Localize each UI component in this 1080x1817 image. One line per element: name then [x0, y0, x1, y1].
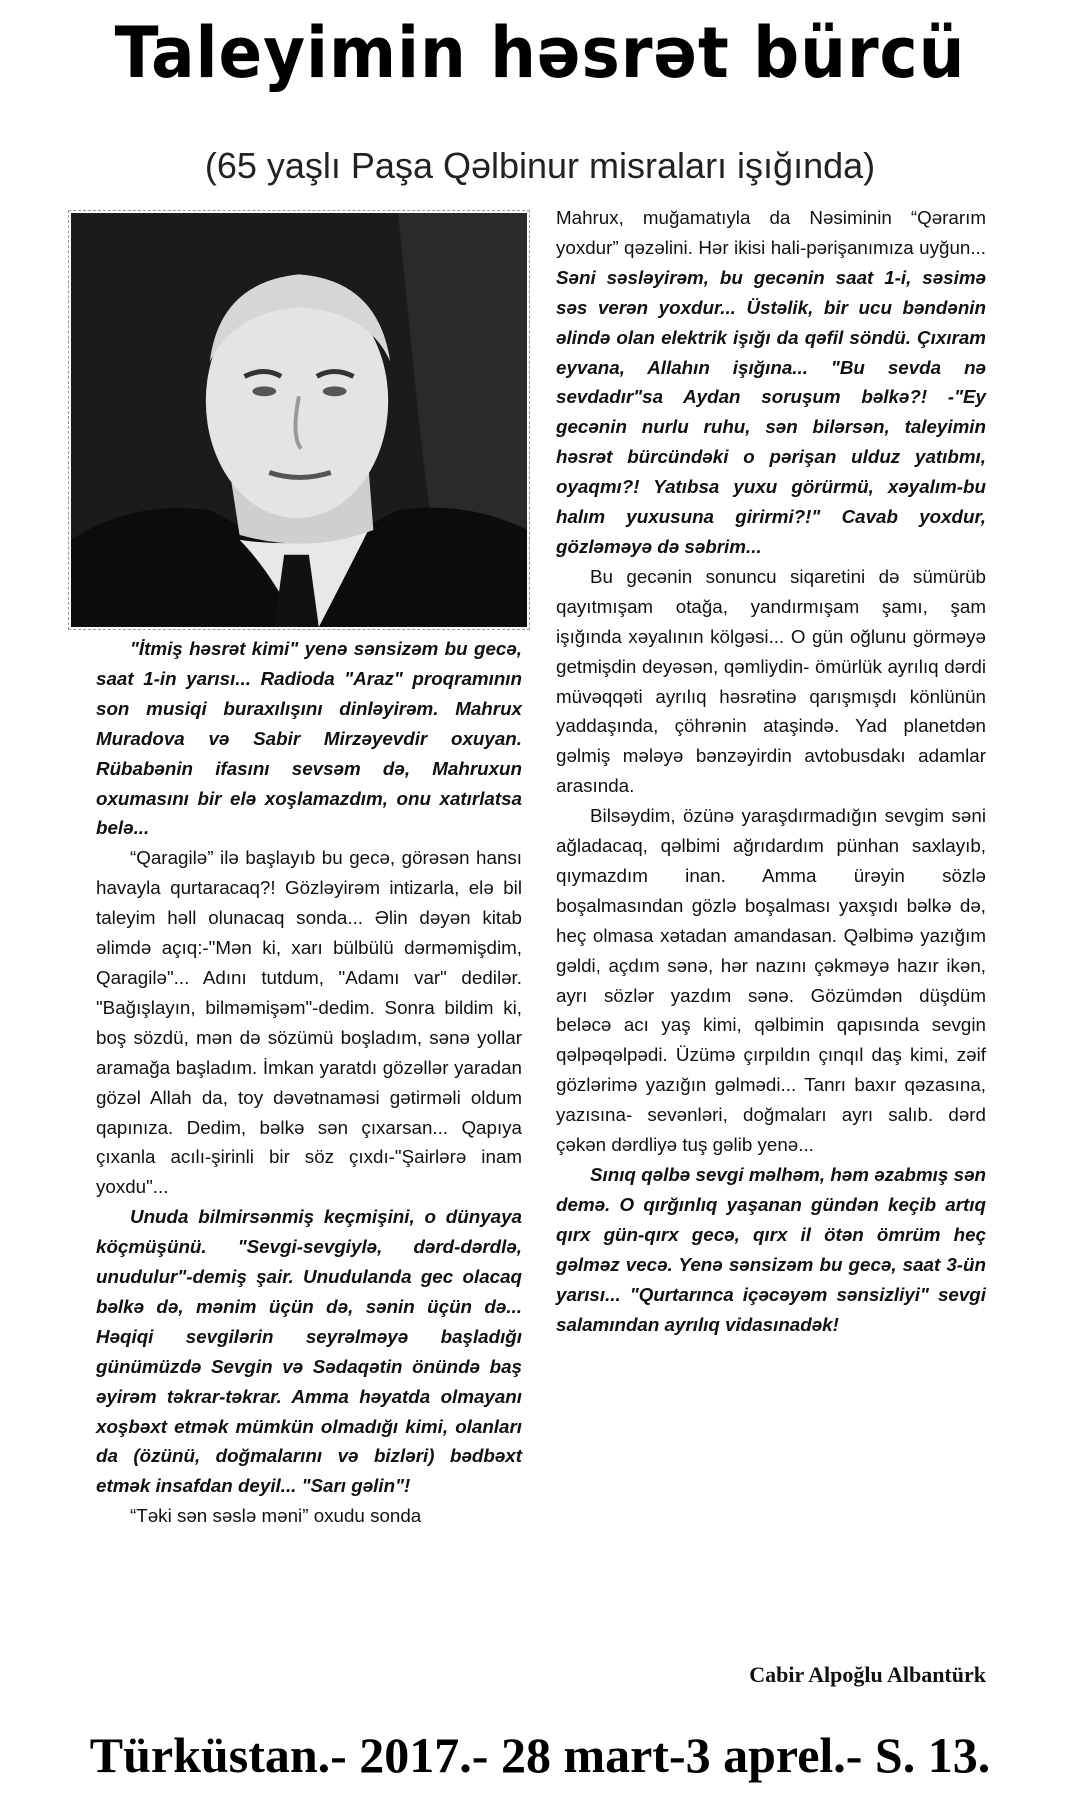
right-column	[556, 203, 986, 1339]
right-paragraph-1-plain: Mahrux, muğamatıyla da Nəsiminin “Qərarım yoxdur” qəzəlini. Hər ikisi hali-pərişanımıza uyğun...	[556, 207, 986, 258]
left-paragraph-1: "İtmiş həsrət kimi" yenə sənsizəm bu gecə, saat 1-in yarısı... Radioda "Araz" proqramının son musiqi buraxılışını dinləyirəm. Mahrux Muradova və Sabir Mirzəyevdir oxuyan. Rübabənin ifasını sevsəm də, Mahruxun oxumasını bir elə xoşlamazdım, onu xatırlatsa belə...	[96, 638, 522, 839]
right-paragraph-1	[556, 203, 986, 562]
article-subtitle: (65 yaşlı Paşa Qəlbinur misraları işığında)	[204, 145, 876, 186]
source-citation: Türküstan.- 2017.- 28 mart-3 aprel.- S. 13.	[89, 1727, 991, 1783]
right-paragraph-1-italic: Səni səsləyirəm, bu gecənin saat 1-i, səsimə səs verən yoxdur... Üstəlik, bir ucu bəndənin əlində olan elektrik işığı da qəfil söndü. Çıxıram eyvana, Allahın işığına... "Bu sevda nə sevdadır"sa Aydan soruşum bəlkə?! -"Ey gecənin nurlu ruhu, sən bilərsən, taleyimin həsrət bürcündəki o pərişan ulduz yatıbmı, oyaqmı?! Yatıbsa yuxu görürmü, xəyalım-bu halım yuxusuna girirmi?!" Cavab yoxdur, gözləməyə də səbrim...	[556, 266, 986, 557]
portrait-photo-frame	[68, 210, 530, 630]
right-paragraph-2: Bu gecənin sonuncu siqaretini də sümürüb qayıtmışam otağa, yandırmışam şamı, şam işığında xəyalının kölgəsi... O gün oğlunu görməyə getmişdin deyəsən, qəmliydin- ömürlük ayrılıq dərdi müvəqqəti ayrılıq həsrətinə qarışmışdı könlünün yaddaşında, çöhrənin ataşində. Yad planetdən gəlmiş mələyə bənzəyirdin avtobusdakı adamlar arasında.	[556, 565, 986, 797]
author-signature: Cabir Alpoğlu Albantürk	[749, 1662, 986, 1687]
left-column	[96, 634, 522, 1531]
right-paragraph-3: Bilsəydim, özünə yaraşdırmadığın sevgim səni ağladacaq, qəlbimi ağrıdardım pünhan saxlayıb, qıymazdım inan. Amma ürəyin sözlə boşalmasından gözlə boşalması yaxşıdı bəlkə də, heç olmasa xətadan amandasan. Qəlbimə yazığım gəldi, açdım sənə, hər nazını çəkməyə hazır ikən, ayrı sözlər yazdım sənə. Gözümdən düşdüm beləcə acı yaş kimi, qəlbimin qapısında sevgin qəlpəqəlpədi. Üzümə çırpıldın çınqıl daş kimi, zəif gözlərimə yazığın gəlmədi... Tanrı baxır qəzasına, yazısına- sevənləri, doğmaları ayrı salıb. dərd çəkən dərdliyə tuş gəlib yenə...	[556, 805, 986, 1156]
right-paragraph-4: Sınıq qəlbə sevgi məlhəm, həm əzabmış sən demə. O qırğınlıq yaşanan gündən keçib artıq qırx gün-qırx gecə, qırx il ötən ömrüm heç gəlməz vecə. Yenə sənsizəm bu gecə, saat 3-ün yarısı... "Qurtarınca içəcəyəm sənsizliyi" sevgi salamından ayrılıq vidasınadək!	[556, 1164, 986, 1335]
portrait-illustration	[71, 213, 527, 627]
left-paragraph-3: Unuda bilmirsənmiş keçmişini, o dünyaya köçmüşünü. "Sevgi-sevgiylə, dərd-dərdlə, unudulur"-demiş şair. Unudulanda gec olacaq bəlkə də, mənim üçün də, sənin üçün də... Həqiqi sevgilərin seyrəlməyə başladığı günümüzdə Sevgin və Sədaqətin önündə baş əyirəm təkrar-təkrar. Amma həyatda olmayanı xoşbəxt etmək mümkün olmadığı kimi, olanları da (özünü, doğmalarını və bizləri) bədbəxt etmək insafdan deyil... "Sarı gəlin"!	[96, 1206, 522, 1497]
left-paragraph-4: “Təki sən səslə məni” oxudu sonda	[130, 1505, 422, 1527]
article-title: Taleyimin həsrət bürcü	[114, 12, 966, 94]
portrait-photo	[71, 213, 527, 627]
left-paragraph-2: “Qaragilə” ilə başlayıb bu gecə, görəsən hansı havayla qurtaracaq?! Gözləyirəm intizarla, elə bil taleyim həll olunacaq sonda... Əlin dəyən kitab əlimdə açıq:-"Mən ki, xarı bülbülü dərməmişdim, Qaragilə"... Adını tutdum, "Adamı var" dedilər. "Bağışlayın, bilməmişəm"-dedim. Sonra bildim ki, boş sözdü, mən də sözümü boşladım, sənə yollar aramağa başladım. İmkan yaratdı gözəllər yaradan gözəl Allah da, toy dəvətnaməsi gətirməli oldum qapınıza. Dedim, bəlkə sən çıxarsan... Qapıya çıxanla acılı-şirinli bir söz çıxdı-"Şairlərə inam yoxdu"...	[96, 847, 522, 1198]
